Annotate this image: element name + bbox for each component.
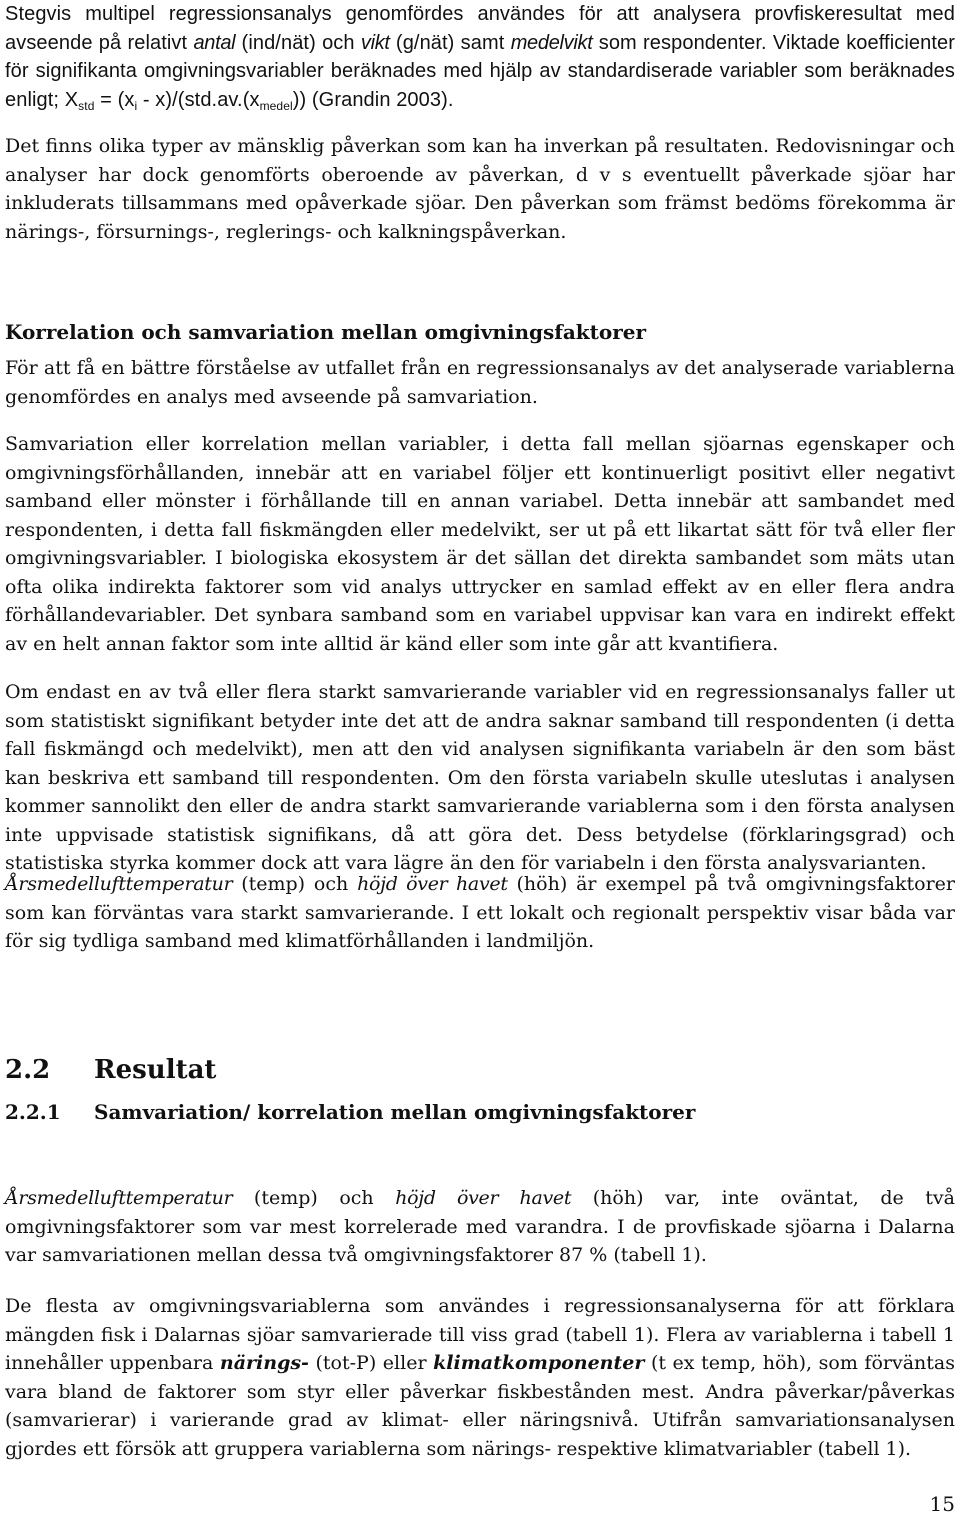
- paragraph-flesta: [5, 1292, 955, 1463]
- term-hojd-over-havet: höjd över havet: [357, 873, 508, 895]
- intro-text-2: (ind/nät) och: [235, 31, 361, 54]
- intro-text-4: som respondenter. Viktade koefficienter för signifikanta omgivningsvariabler beräknades med hjälp av standardiserade variabler som beräknades enligt; X: [5, 31, 955, 111]
- arsmedel2-text-1: (temp) och: [232, 1187, 396, 1209]
- term-hojd-over-havet-2: höjd över havet: [395, 1187, 572, 1209]
- intro-text-3: (g/nät) samt: [389, 31, 511, 54]
- section-heading-korrelation: Korrelation och samvariation mellan omgivningsfaktorer: [5, 320, 647, 344]
- heading-2-2-1: [5, 1098, 695, 1126]
- paragraph-forstaelse: För att få en bättre förståelse av utfallet från en regressionsanalys av det analyserade variablerna genomfördes en analys med avseende på samvariation.: [5, 357, 955, 408]
- heading-2-2-1-title: Samvariation/ korrelation mellan omgivningsfaktorer: [94, 1100, 696, 1124]
- term-medelvikt: medelvikt: [510, 31, 593, 54]
- term-narings: närings-: [219, 1352, 309, 1374]
- subscript-i: i: [134, 98, 138, 113]
- intro-text-5: = (x: [94, 88, 135, 111]
- flesta-text-3: (t ex temp, höh), som förväntas vara bland de faktorer som styr eller påverkar fiskbestånden mest. Andra påverkar/påverkas (samvarierar) i varierande grad av klimat- eller näringsnivå. Utifrån samvariationsanalysen gjordes ett försök att gruppera variablerna som närings- respektive klimatvariabler (tabell 1).: [5, 1352, 955, 1460]
- heading-2-2: [5, 1052, 216, 1088]
- intro-text-6: - x)/(std.av.(x: [137, 88, 260, 111]
- paragraph-arsmedel-exempel: [5, 870, 955, 956]
- paragraph-arsmedel-resultat: [5, 1184, 955, 1270]
- arsmedel2-text-2: (höh) var, inte oväntat, de två omgivningsfaktorer som var mest korrelerade med varandra. I de provfiskade sjöarna i Dalarna var samvariationen mellan dessa två omgivningsfaktorer 87 % (tabell 1).: [5, 1187, 955, 1266]
- arsmedel-text-2: (höh) är exempel på två omgivningsfaktorer som kan förväntas vara starkt samvarierande. I ett lokalt och regionalt perspektiv visar båda var för sig tydliga samband med klimatförhållanden i landmiljön.: [5, 873, 955, 952]
- heading-2-2-1-number: 2.2.1: [5, 1100, 61, 1124]
- term-klimatkomponenter: klimatkomponenter: [433, 1352, 645, 1374]
- term-arsmedellufttemperatur: Årsmedellufttemperatur: [5, 873, 233, 895]
- intro-paragraph: [5, 0, 955, 114]
- term-antal: antal: [193, 31, 236, 54]
- intro-text-1: Stegvis multipel regressionsanalys genomfördes användes för att analysera provfiskeresultat med avseende på relativt: [5, 3, 955, 54]
- heading-2-2-title: Resultat: [94, 1055, 217, 1085]
- arsmedel-text-1: (temp) och: [232, 873, 358, 895]
- term-vikt: vikt: [360, 31, 390, 54]
- paragraph-samvariation: Samvariation eller korrelation mellan variabler, i detta fall mellan sjöarnas egenskaper och omgivningsförhållanden, innebär att en variabel följer ett kontinuerligt positivt eller negativt samband eller mönster i förhållande till en annan variabel. Detta innebär att sambandet med respondenten, i detta fall fiskmängden eller medelvikt, ser ut på ett likartat sätt för två eller fler omgivningsvariabler. I biologiska ekosystem är det sällan det direkta sambandet som mäts utan ofta olika indirekta faktorer som vid analys uttrycker en samlad effekt av en eller flera andra förhållandevariabler. Det synbara samband som en variabel uppvisar kan vara en indirekt effekt av en helt annan faktor som inte alltid är känd eller som inte går att kvantifiera.: [5, 433, 955, 655]
- subscript-medel: medel: [259, 98, 293, 113]
- flesta-text-2: (tot-P) eller: [308, 1352, 434, 1374]
- paragraph-endast: Om endast en av två eller flera starkt samvarierande variabler vid en regressionsanalys faller ut som statistiskt signifikant betyder inte det att de andra saknar samband till respondenten (i detta fall fiskmängd och medelvikt), men att den vid analysen signifikanta variabeln är den som bäst kan beskriva ett samband till respondenten. Om den första variabeln skulle uteslutas i analysen kommer sannolikt den eller de andra starkt samvarierande variablerna som i den första analysen inte uppvisade statistisk signifikans, då att göra det. Dess betydelse (förklaringsgrad) och statistiska styrka kommer dock att vara lägre än den för variabeln i den första analysvarianten.: [5, 681, 955, 874]
- page-number: 15: [929, 1492, 955, 1516]
- intro-text-7: )) (Grandin 2003).: [292, 88, 454, 111]
- heading-2-2-number: 2.2: [5, 1055, 51, 1085]
- paragraph-paverkan: Det finns olika typer av mänsklig påverkan som kan ha inverkan på resultaten. Redovisningar och analyser har dock genomförts oberoende av påverkan, d v s eventuellt påverkade sjöar har inkluderats tillsammans med opåverkade sjöar. Den påverkan som främst bedöms förekomma är närings-, försurnings-, reglerings- och kalkningspåverkan.: [5, 135, 955, 243]
- term-arsmedellufttemperatur-2: Årsmedellufttemperatur: [5, 1187, 233, 1209]
- subscript-std: std: [78, 98, 95, 113]
- flesta-text-1: De flesta av omgivningsvariablerna som användes i regressionsanalyserna för att förklara mängden fisk i Dalarnas sjöar samvarierade till viss grad (tabell 1). Flera av variablerna i tabell 1 innehåller uppenbara: [5, 1295, 955, 1374]
